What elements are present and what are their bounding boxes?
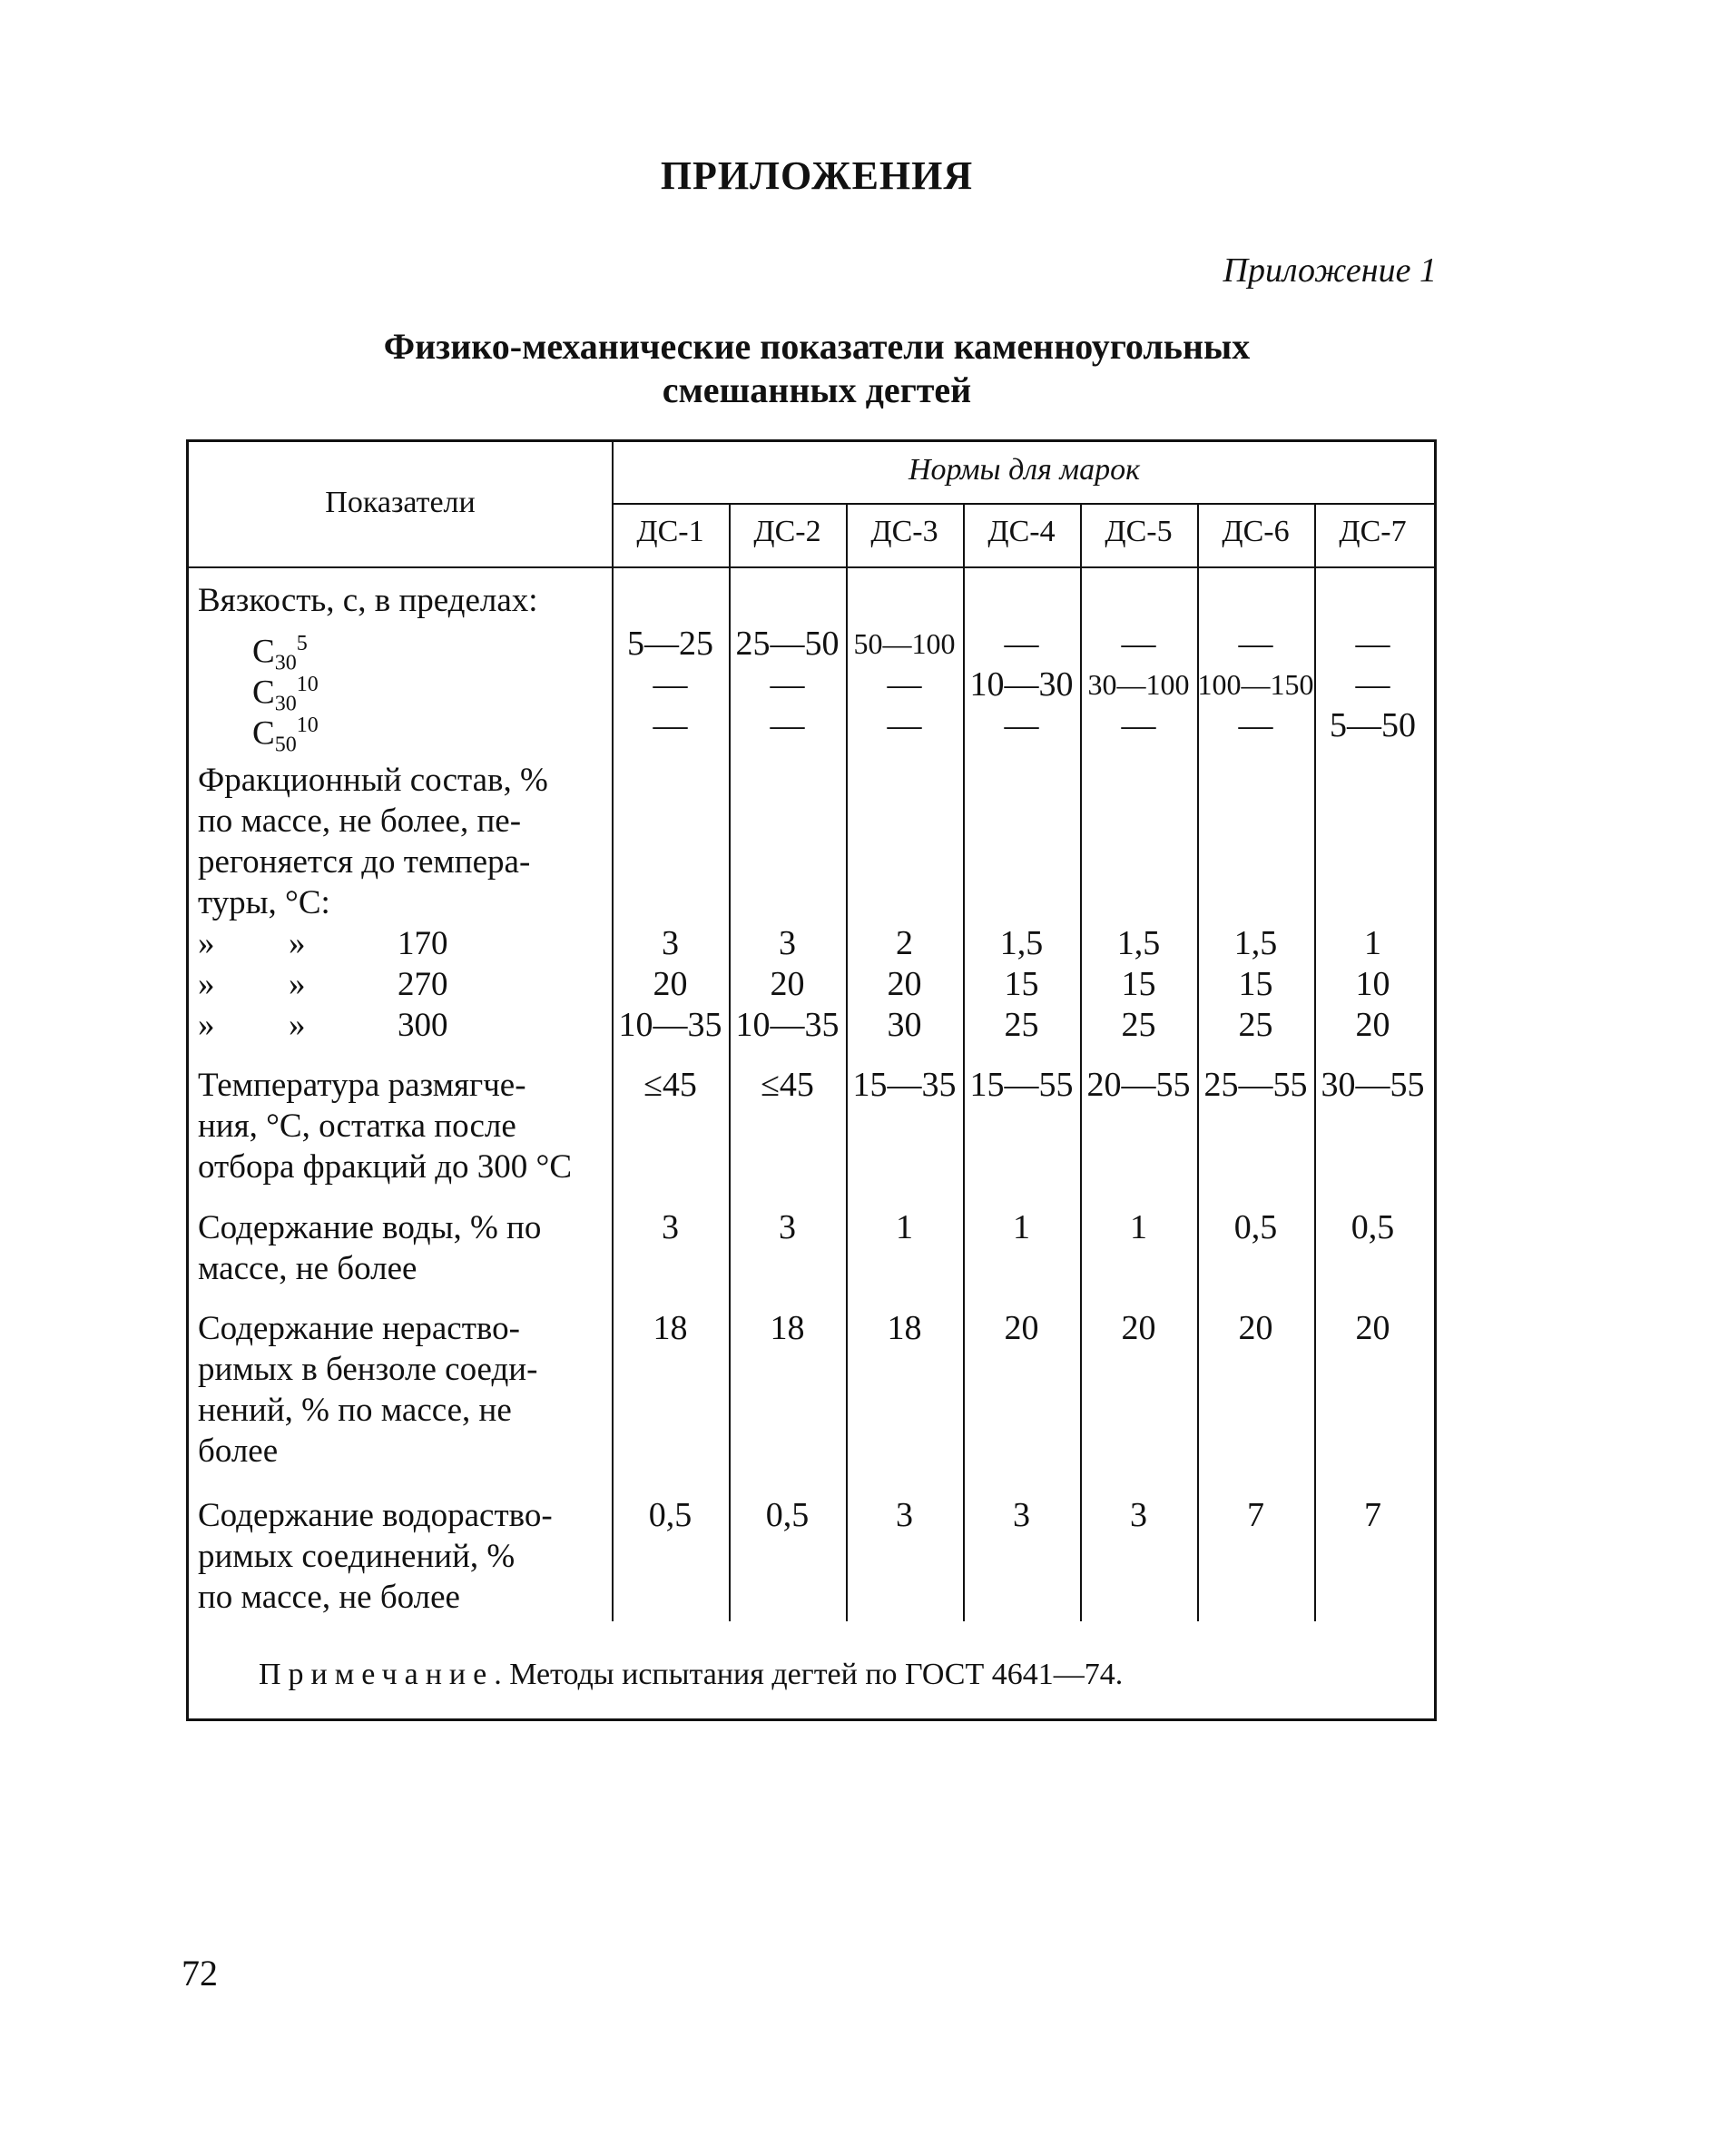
value-cell: 1 bbox=[1130, 1208, 1147, 1246]
viscosity-symbol-letter: C bbox=[252, 714, 275, 753]
row-label-line: туры, °С: bbox=[198, 884, 330, 921]
value-cell: 3 bbox=[779, 1208, 796, 1246]
value-cell: 30—100 bbox=[1087, 668, 1190, 701]
fraction-row-q1: » bbox=[198, 1007, 215, 1044]
row-label-line: римых в бензоле соеди- bbox=[198, 1351, 538, 1388]
value-cell: 3 bbox=[1130, 1496, 1147, 1534]
value-cell: 5—50 bbox=[1330, 706, 1416, 744]
row-label-line: нений, % по массе, не bbox=[198, 1392, 512, 1429]
value-cell: 3 bbox=[662, 924, 679, 962]
value-cell: 1,5 bbox=[1233, 924, 1278, 962]
value-cell: 0,5 bbox=[1351, 1208, 1395, 1246]
value-cell: 1,5 bbox=[1116, 924, 1161, 962]
table-note bbox=[259, 1658, 1123, 1692]
viscosity-symbol bbox=[252, 705, 319, 766]
value-cell: — bbox=[770, 706, 805, 744]
value-cell: 20 bbox=[1004, 1309, 1039, 1347]
viscosity-symbol-sup: 10 bbox=[296, 673, 319, 696]
value-cell: — bbox=[887, 665, 922, 704]
row-label-line: регоняется до темпера- bbox=[198, 843, 531, 881]
viscosity-symbol-sup: 10 bbox=[296, 714, 319, 737]
value-cell: ≤45 bbox=[643, 1066, 697, 1104]
value-cell: 30—55 bbox=[1321, 1066, 1425, 1104]
value-cell: 20 bbox=[1355, 1006, 1390, 1044]
value-cell: 15 bbox=[1238, 965, 1273, 1003]
properties-table bbox=[186, 439, 1437, 1721]
viscosity-symbol-letter: C bbox=[252, 633, 275, 671]
table-title-line1: Физико-механические показатели каменноугольных bbox=[383, 326, 1251, 367]
value-cell: 0,5 bbox=[648, 1496, 692, 1534]
value-cell: 1 bbox=[896, 1208, 913, 1246]
row-label-line: римых соединений, % bbox=[198, 1538, 516, 1575]
value-cell: — bbox=[1121, 625, 1156, 663]
page-number: 72 bbox=[182, 1953, 218, 1994]
header-bottom-line bbox=[189, 566, 1437, 568]
viscosity-symbol-sup: 5 bbox=[296, 632, 308, 655]
row-label-line: массе, не более bbox=[198, 1250, 417, 1287]
value-cell: 25 bbox=[1121, 1006, 1156, 1044]
value-cell: 1 bbox=[1364, 924, 1381, 962]
grade-header-7: ДС-7 bbox=[1339, 515, 1407, 548]
header-norms: Нормы для марок bbox=[908, 453, 1141, 487]
value-cell: — bbox=[1355, 625, 1390, 663]
fraction-row-q2: » bbox=[289, 1007, 306, 1044]
table-title bbox=[182, 325, 1452, 412]
fraction-row-q1: » bbox=[198, 925, 215, 962]
note-text: . Методы испытания дегтей по ГОСТ 4641—74. bbox=[494, 1658, 1124, 1691]
value-cell: 30 bbox=[887, 1006, 922, 1044]
value-cell: — bbox=[1238, 625, 1273, 663]
viscosity-label: Вязкость, с, в пределах: bbox=[198, 582, 538, 619]
value-cell: 50—100 bbox=[853, 627, 956, 660]
fraction-row-temp: 300 bbox=[398, 1007, 448, 1044]
value-cell: — bbox=[653, 665, 688, 704]
grade-header-4: ДС-4 bbox=[987, 515, 1056, 548]
viscosity-symbol-sub: 50 bbox=[274, 733, 297, 757]
value-cell: 18 bbox=[887, 1309, 922, 1347]
value-cell: ≤45 bbox=[761, 1066, 814, 1104]
value-cell: 5—25 bbox=[627, 625, 713, 663]
value-cell: 20 bbox=[1238, 1309, 1273, 1347]
row-label-line: ния, °С, остатка после bbox=[198, 1108, 516, 1145]
value-cell: 20 bbox=[653, 965, 688, 1003]
value-cell: 20 bbox=[887, 965, 922, 1003]
value-cell: — bbox=[1355, 665, 1390, 704]
value-cell: 15—55 bbox=[969, 1066, 1074, 1104]
value-cell: — bbox=[1004, 625, 1039, 663]
grade-header-5: ДС-5 bbox=[1105, 515, 1173, 548]
row-label-line: Содержание водораство- bbox=[198, 1497, 553, 1534]
page-heading: ПРИЛОЖЕНИЯ bbox=[660, 153, 974, 198]
row-label-line: по массе, не более, пе- bbox=[198, 802, 522, 840]
header-divider bbox=[612, 503, 1437, 505]
grade-header-6: ДС-6 bbox=[1222, 515, 1290, 548]
value-cell: 2 bbox=[896, 924, 913, 962]
value-cell: — bbox=[770, 665, 805, 704]
value-cell: 15—35 bbox=[852, 1066, 957, 1104]
value-cell: — bbox=[653, 706, 688, 744]
value-cell: 1,5 bbox=[999, 924, 1044, 962]
value-cell: 20 bbox=[1121, 1309, 1156, 1347]
value-cell: 7 bbox=[1247, 1496, 1264, 1534]
value-cell: 20 bbox=[1355, 1309, 1390, 1347]
fraction-row-temp: 270 bbox=[398, 966, 448, 1003]
row-label-line: Содержание воды, % по bbox=[198, 1209, 542, 1246]
value-cell: 15 bbox=[1121, 965, 1156, 1003]
row-label-line: более bbox=[198, 1432, 279, 1470]
row-label-line: по массе, не более bbox=[198, 1579, 460, 1616]
fraction-row-q1: » bbox=[198, 966, 215, 1003]
value-cell: 10—35 bbox=[735, 1006, 840, 1044]
value-cell: 18 bbox=[653, 1309, 688, 1347]
row-label-line: Температура размягче- bbox=[198, 1067, 526, 1104]
value-cell: 1 bbox=[1013, 1208, 1030, 1246]
fraction-row-q2: » bbox=[289, 925, 306, 962]
value-cell: 25—55 bbox=[1203, 1066, 1308, 1104]
viscosity-symbol-sub: 30 bbox=[274, 692, 297, 716]
value-cell: 0,5 bbox=[1233, 1208, 1278, 1246]
value-cell: 3 bbox=[896, 1496, 913, 1534]
value-cell: 15 bbox=[1004, 965, 1039, 1003]
value-cell: 20—55 bbox=[1086, 1066, 1191, 1104]
value-cell: 10 bbox=[1355, 965, 1390, 1003]
value-cell: 10—35 bbox=[618, 1006, 722, 1044]
value-cell: — bbox=[887, 706, 922, 744]
fraction-row-temp: 170 bbox=[398, 925, 448, 962]
note-prefix: Примечание bbox=[259, 1658, 495, 1691]
value-cell: 3 bbox=[1013, 1496, 1030, 1534]
appendix-label: Приложение 1 bbox=[1223, 251, 1437, 290]
value-cell: 25—50 bbox=[735, 625, 840, 663]
header-indicators: Показатели bbox=[325, 486, 476, 519]
value-cell: 7 bbox=[1364, 1496, 1381, 1534]
grade-header-2: ДС-2 bbox=[753, 515, 821, 548]
value-cell: 10—30 bbox=[969, 665, 1074, 704]
value-cell: 25 bbox=[1004, 1006, 1039, 1044]
row-label-line: отбора фракций до 300 °С bbox=[198, 1148, 573, 1186]
fraction-row-q2: » bbox=[289, 966, 306, 1003]
value-cell: 25 bbox=[1238, 1006, 1273, 1044]
value-cell: 0,5 bbox=[765, 1496, 810, 1534]
value-cell: 100—150 bbox=[1197, 668, 1314, 701]
grade-header-1: ДС-1 bbox=[636, 515, 704, 548]
row-label-line: Содержание нераство- bbox=[198, 1310, 520, 1347]
value-cell: 3 bbox=[779, 924, 796, 962]
row-label-line: Фракционный состав, % bbox=[198, 762, 548, 799]
value-cell: — bbox=[1121, 706, 1156, 744]
value-cell: — bbox=[1238, 706, 1273, 744]
viscosity-symbol-sub: 30 bbox=[274, 651, 297, 675]
grade-header-3: ДС-3 bbox=[870, 515, 938, 548]
value-cell: 3 bbox=[662, 1208, 679, 1246]
value-cell: 18 bbox=[770, 1309, 805, 1347]
value-cell: — bbox=[1004, 706, 1039, 744]
value-cell: 20 bbox=[770, 965, 805, 1003]
table-title-line2: смешанных дегтей bbox=[662, 369, 972, 410]
viscosity-symbol-letter: C bbox=[252, 674, 275, 712]
